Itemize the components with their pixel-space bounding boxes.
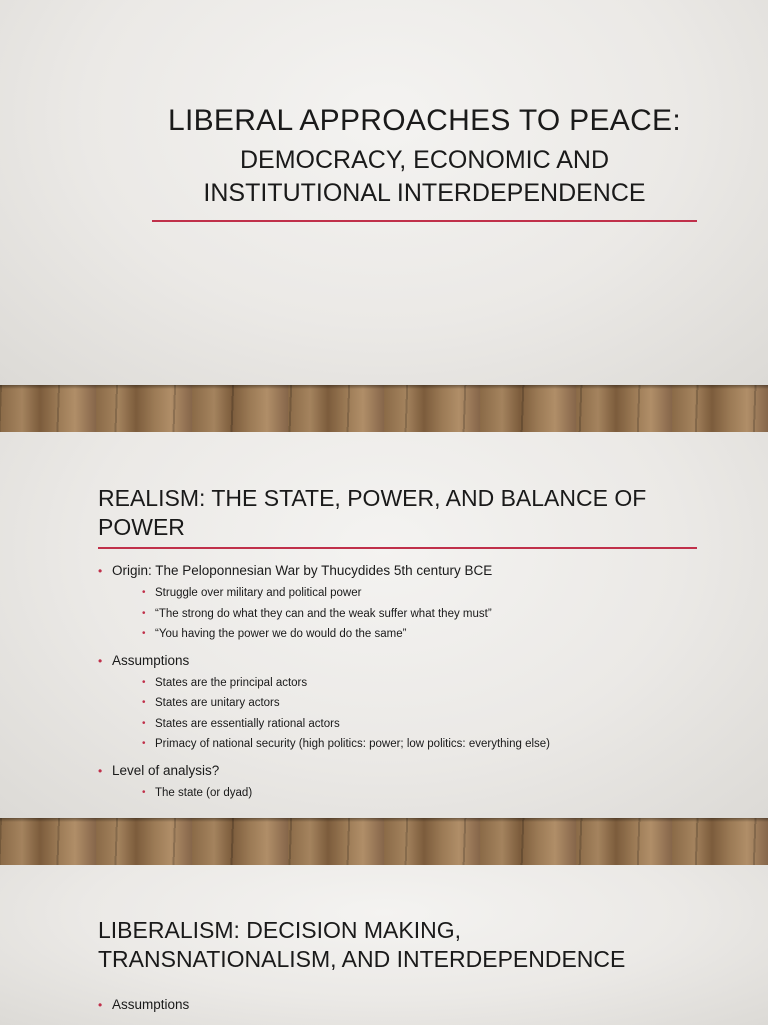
bullet-item xyxy=(98,651,718,755)
sub-bullet-item: • Primacy of national security (high politics: power; low politics: everything else) xyxy=(112,734,718,755)
heading-line-2: TRANSNATIONALISM, AND INTERDEPENDENCE xyxy=(98,946,626,972)
bullet-item xyxy=(98,995,718,1015)
sub-bullet-item: • “You having the power we do would do the same” xyxy=(112,624,718,645)
slide-liberalism xyxy=(0,865,768,1025)
slide-title xyxy=(0,0,768,385)
heading-line-1: REALISM: THE STATE, POWER, AND BALANCE OF xyxy=(98,485,647,511)
slide-title-main: LIBERAL APPROACHES TO PEACE: xyxy=(167,104,682,137)
sub-bullet-list xyxy=(112,673,718,755)
heading-underline xyxy=(98,547,697,549)
slide-subtitle-line-2: INSTITUTIONAL INTERDEPENDENCE xyxy=(203,179,646,207)
sub-bullet-item: • States are the principal actors xyxy=(112,673,718,694)
heading-line-2: POWER xyxy=(98,514,185,540)
bullet-text: Level of analysis? xyxy=(112,762,220,778)
sub-bullet-list xyxy=(112,583,718,645)
bullet-item xyxy=(98,761,718,804)
bullet-list xyxy=(98,995,718,1015)
bullet-text: Assumptions xyxy=(112,652,190,668)
bullet-text: Assumptions xyxy=(112,997,190,1012)
sub-bullet-item: • States are essentially rational actors xyxy=(112,714,718,735)
wood-floor-divider xyxy=(0,385,768,432)
title-underline xyxy=(152,220,697,222)
wood-floor-divider xyxy=(0,818,768,865)
bullet-item xyxy=(98,561,718,645)
title-block xyxy=(152,102,697,210)
slide-heading xyxy=(98,484,698,542)
sub-bullet-item: • “The strong do what they can and the weak suffer what they must” xyxy=(112,604,718,625)
sub-bullet-list xyxy=(112,783,718,804)
sub-bullet-item: • The state (or dyad) xyxy=(112,783,718,804)
bullet-text: Origin: The Peloponnesian War by Thucydides 5th century BCE xyxy=(112,563,493,578)
sub-bullet-item: • States are unitary actors xyxy=(112,693,718,714)
bullet-list xyxy=(98,561,718,809)
heading-line-1: LIBERALISM: DECISION MAKING, xyxy=(98,917,461,943)
slide-heading xyxy=(98,916,698,974)
slide-subtitle-line-1: DEMOCRACY, ECONOMIC AND xyxy=(239,146,610,174)
slide-realism xyxy=(0,432,768,818)
sub-bullet-item: • Struggle over military and political power xyxy=(112,583,718,604)
